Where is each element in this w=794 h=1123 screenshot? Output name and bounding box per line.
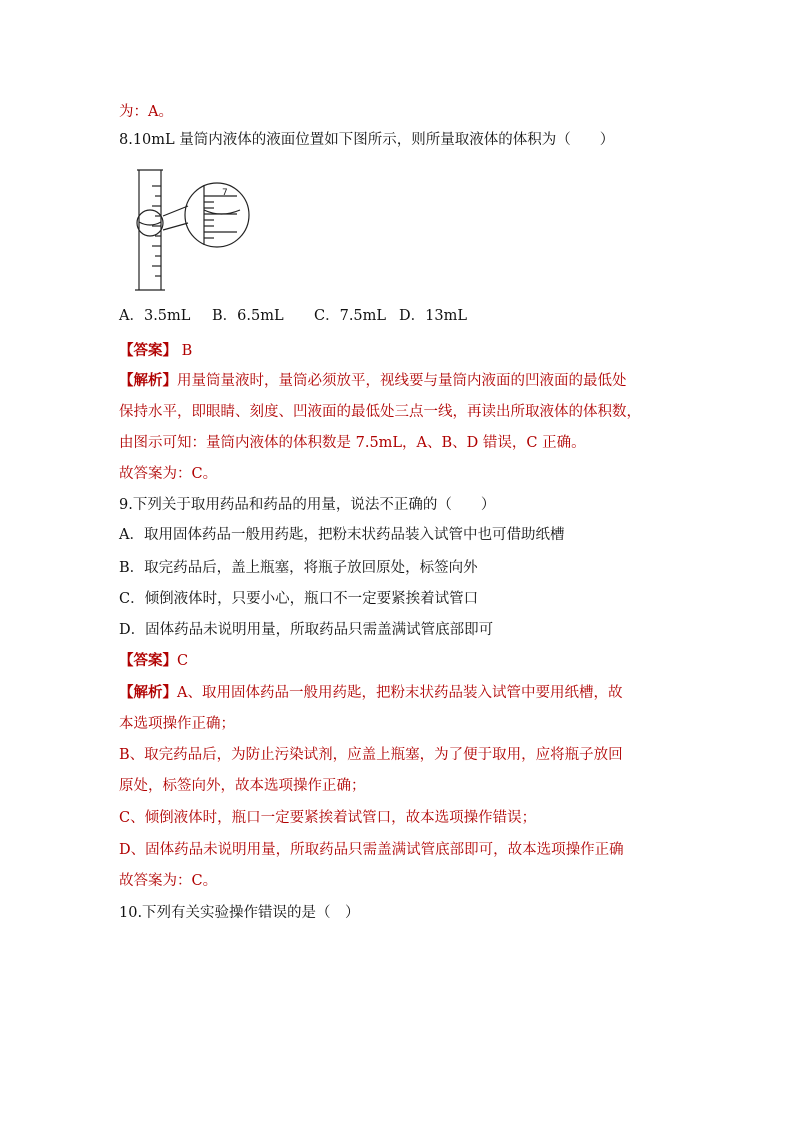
analysis-tag: 【解析】 bbox=[119, 372, 177, 389]
q9-option-d[interactable]: D．固体药品未说明用量，所取药品只需盖满试管底部即可 bbox=[119, 622, 494, 638]
q9-analysis-line-4: 原处，标签向外，故本选项操作正确； bbox=[119, 778, 366, 794]
q8-stem: 8.10mL 量筒内液体的液面位置如下图所示，则所量取液体的体积为（ ） bbox=[119, 132, 615, 148]
q9-option-b[interactable]: B．取完药品后，盖上瓶塞，将瓶子放回原处，标签向外 bbox=[119, 560, 478, 576]
q10-stem: 10.下列有关实验操作错误的是（ ） bbox=[119, 905, 360, 921]
q8-analysis-line-1: 【解析】用量筒量液时，量筒必须放平，视线要与量筒内液面的凹液面的最低处 bbox=[119, 372, 627, 389]
q8-option-a[interactable]: A．3.5mL bbox=[119, 308, 191, 324]
q8-answer bbox=[119, 341, 192, 361]
q8-analysis-line-2: 保持水平，即眼睛、刻度、凹液面的最低处三点一线，再读出所取液体的体积数， bbox=[119, 404, 641, 420]
q9-analysis-line-3: B、取完药品后，为防止污染试剂，应盖上瓶塞，为了便于取用，应将瓶子放回 bbox=[119, 747, 623, 763]
q9-analysis-line-6: D、固体药品未说明用量，所取药品只需盖满试管底部即可，故本选项操作正确 bbox=[119, 842, 624, 858]
q9-option-a[interactable]: A．取用固体药品一般用药匙，把粉末状药品装入试管中也可借助纸槽 bbox=[119, 527, 565, 543]
q9-stem: 9.下列关于取用药品和药品的用量，说法不正确的（ ） bbox=[119, 497, 496, 513]
graduated-cylinder-figure bbox=[130, 166, 255, 294]
q9-conclusion: 故答案为：C。 bbox=[119, 873, 218, 889]
q8-analysis-line-3: 由图示可知：量筒内液体的体积数是 7.5mL，A、B、D 错误，C 正确。 bbox=[119, 435, 586, 451]
q8-options bbox=[119, 306, 467, 326]
q8-option-d[interactable]: D．13mL bbox=[399, 308, 467, 324]
answer-tag: 【答案】 bbox=[119, 342, 177, 359]
q8-option-b[interactable]: B．6.5mL bbox=[212, 308, 284, 324]
q9-analysis-line-2: 本选项操作正确； bbox=[119, 716, 235, 732]
answer-value: C bbox=[177, 653, 189, 669]
q9-option-c[interactable]: C．倾倒液体时，只要小心，瓶口不一定要紧挨着试管口 bbox=[119, 591, 479, 607]
q9-answer bbox=[119, 651, 188, 671]
prev-answer-conclusion: 为：A。 bbox=[119, 104, 173, 120]
figure-scale-label: 7 bbox=[222, 188, 228, 198]
q9-analysis-line-1: 【解析】A、取用固体药品一般用药匙，把粉末状药品装入试管中要用纸槽，故 bbox=[119, 684, 623, 701]
analysis-tag: 【解析】 bbox=[119, 684, 177, 701]
q8-option-c[interactable]: C．7.5mL bbox=[314, 308, 387, 324]
q9-analysis-line-5: C、倾倒液体时，瓶口一定要紧挨着试管口，故本选项操作错误； bbox=[119, 810, 537, 826]
answer-value: B bbox=[181, 343, 193, 359]
answer-tag: 【答案】 bbox=[119, 652, 177, 669]
q8-conclusion: 故答案为：C。 bbox=[119, 466, 218, 482]
